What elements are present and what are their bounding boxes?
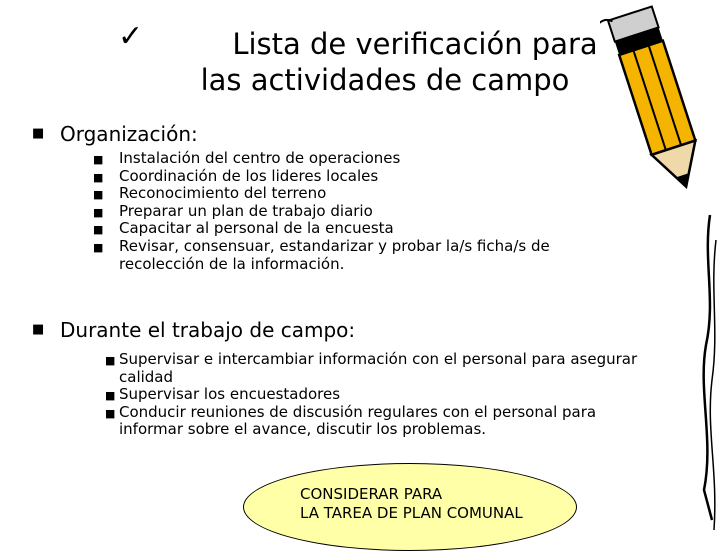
square-bullet-icon: ■ <box>93 188 104 202</box>
square-bullet-icon: ■ <box>93 153 104 166</box>
section-heading: Durante el trabajo de campo: <box>60 318 356 342</box>
callout-line-1: CONSIDERAR PARA <box>300 485 443 503</box>
list-item: ■ Supervisar los encuestadores <box>105 385 341 404</box>
list-item: ■ Preparar un plan de trabajo diario <box>93 201 373 220</box>
square-bullet-icon: ■ <box>93 223 104 237</box>
list-item: ■ Conducir reuniones de discusión regulares con el personal para informar sobre el avance, discutir los problemas. <box>105 402 597 439</box>
square-bullet-icon: ■ <box>105 389 116 403</box>
title-line-1: Lista de verificación para <box>232 27 598 61</box>
check-mark-icon: ✓ <box>118 19 144 54</box>
organizacion-list <box>93 150 613 273</box>
pencil-icon <box>600 0 720 540</box>
square-bullet-icon: ■ <box>32 322 45 337</box>
square-bullet-icon: ■ <box>93 205 104 219</box>
square-bullet-icon: ■ <box>93 170 104 184</box>
list-item: ■ Coordinación de los lideres locales <box>93 166 379 185</box>
section-heading: Organización: <box>60 122 198 146</box>
list-item: ■ Supervisar e intercambiar información con el personal para asegurar calidad <box>105 350 638 386</box>
trabajo-campo-list <box>105 351 650 439</box>
title-line-2: las actividades de campo <box>200 63 570 97</box>
square-bullet-icon: ■ <box>93 240 104 254</box>
list-item: ■ Reconocimiento del terreno <box>93 184 327 203</box>
list-item: ■ Instalación del centro de operaciones <box>93 149 401 167</box>
list-item: ■ Capacitar al personal de la encuesta <box>93 219 394 238</box>
list-item: ■ Revisar, consensuar, estandarizar y probar la/s ficha/s de recolección de la información. <box>93 236 550 273</box>
square-bullet-icon: ■ <box>105 406 116 420</box>
slide-title <box>150 26 620 98</box>
square-bullet-icon: ■ <box>32 126 45 141</box>
callout-line-2: LA TAREA DE PLAN COMUNAL <box>300 504 523 522</box>
square-bullet-icon: ■ <box>105 354 116 367</box>
callout-text <box>300 485 523 523</box>
